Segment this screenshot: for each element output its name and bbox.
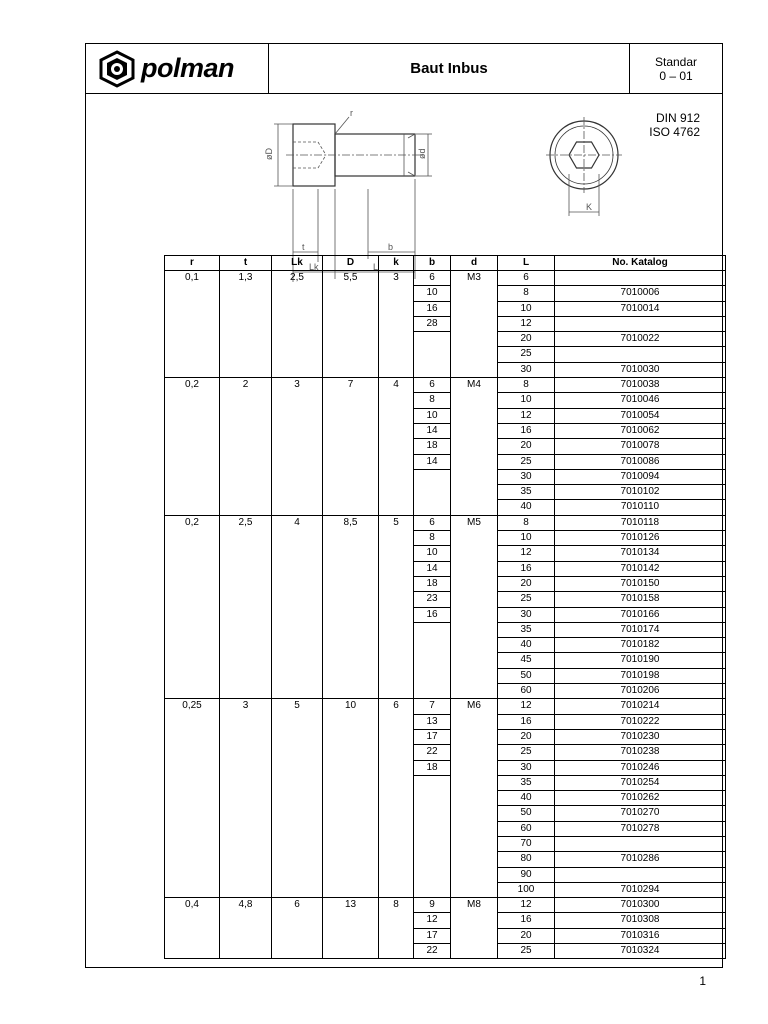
cell-t: 3 bbox=[220, 699, 272, 898]
cell-D: 13 bbox=[323, 898, 379, 959]
cell-L: 35 bbox=[498, 775, 555, 790]
cell-L: 16 bbox=[498, 423, 555, 438]
cell-b: 16 bbox=[414, 301, 451, 316]
cell-b: 28 bbox=[414, 316, 451, 331]
cell-d: M5 bbox=[451, 515, 498, 699]
page-frame bbox=[85, 43, 723, 968]
cell-b: 6 bbox=[414, 378, 451, 393]
logo-cell bbox=[86, 44, 269, 93]
cell-catalog-number bbox=[555, 836, 726, 851]
cell-t: 2 bbox=[220, 378, 272, 516]
cell-b: 12 bbox=[414, 913, 451, 928]
cell-b: 18 bbox=[414, 439, 451, 454]
column-header: Lk bbox=[272, 256, 323, 271]
cell-catalog-number: 7010262 bbox=[555, 791, 726, 806]
cell-catalog-number: 7010246 bbox=[555, 760, 726, 775]
cell-L: 25 bbox=[498, 454, 555, 469]
cell-catalog-number: 7010006 bbox=[555, 286, 726, 301]
cell-L: 25 bbox=[498, 944, 555, 959]
cell-catalog-number: 7010214 bbox=[555, 699, 726, 714]
cell-L: 8 bbox=[498, 286, 555, 301]
cell-b: 14 bbox=[414, 423, 451, 438]
column-header: t bbox=[220, 256, 272, 271]
table-row bbox=[165, 699, 726, 714]
cell-catalog-number: 7010102 bbox=[555, 485, 726, 500]
logo-text: polman bbox=[141, 53, 235, 83]
cell-catalog-number: 7010046 bbox=[555, 393, 726, 408]
table-row bbox=[165, 898, 726, 913]
cell-b-empty bbox=[414, 775, 451, 897]
drawing-label-L: L bbox=[373, 262, 379, 272]
cell-lk: 6 bbox=[272, 898, 323, 959]
cell-catalog-number: 7010270 bbox=[555, 806, 726, 821]
cell-D: 5,5 bbox=[323, 271, 379, 378]
cell-b: 22 bbox=[414, 944, 451, 959]
cell-catalog-number: 7010086 bbox=[555, 454, 726, 469]
cell-L: 100 bbox=[498, 882, 555, 897]
cell-L: 25 bbox=[498, 745, 555, 760]
cell-catalog-number bbox=[555, 316, 726, 331]
cell-t: 1,3 bbox=[220, 271, 272, 378]
cell-L: 16 bbox=[498, 913, 555, 928]
cell-L: 50 bbox=[498, 668, 555, 683]
cell-d: M8 bbox=[451, 898, 498, 959]
cell-b: 10 bbox=[414, 408, 451, 423]
cell-catalog-number: 7010150 bbox=[555, 576, 726, 591]
cell-catalog-number: 7010182 bbox=[555, 638, 726, 653]
bolt-technical-drawing bbox=[256, 104, 636, 272]
cell-L: 45 bbox=[498, 653, 555, 668]
cell-b: 10 bbox=[414, 546, 451, 561]
cell-d: M3 bbox=[451, 271, 498, 378]
cell-L: 30 bbox=[498, 469, 555, 484]
cell-L: 25 bbox=[498, 592, 555, 607]
standard-label: Standar bbox=[654, 54, 698, 69]
page-number: 1 bbox=[699, 974, 706, 988]
cell-L: 6 bbox=[498, 271, 555, 286]
cell-catalog-number bbox=[555, 347, 726, 362]
cell-k: 4 bbox=[379, 378, 414, 516]
cell-D: 10 bbox=[323, 699, 379, 898]
cell-k: 3 bbox=[379, 271, 414, 378]
cell-L: 30 bbox=[498, 760, 555, 775]
cell-b: 6 bbox=[414, 271, 451, 286]
cell-L: 20 bbox=[498, 332, 555, 347]
cell-b-empty bbox=[414, 622, 451, 698]
cell-L: 35 bbox=[498, 485, 555, 500]
cell-catalog-number: 7010062 bbox=[555, 423, 726, 438]
cell-L: 40 bbox=[498, 791, 555, 806]
table-row bbox=[165, 271, 726, 286]
norm-references bbox=[649, 111, 700, 139]
cell-L: 16 bbox=[498, 561, 555, 576]
cell-catalog-number: 7010254 bbox=[555, 775, 726, 790]
cell-L: 12 bbox=[498, 699, 555, 714]
cell-catalog-number: 7010198 bbox=[555, 668, 726, 683]
cell-catalog-number: 7010294 bbox=[555, 882, 726, 897]
cell-L: 10 bbox=[498, 393, 555, 408]
drawing-label-Lk: Lk bbox=[309, 262, 319, 272]
cell-b: 18 bbox=[414, 760, 451, 775]
cell-catalog-number: 7010308 bbox=[555, 913, 726, 928]
cell-catalog-number: 7010118 bbox=[555, 515, 726, 530]
cell-lk: 2,5 bbox=[272, 271, 323, 378]
cell-catalog-number: 7010300 bbox=[555, 898, 726, 913]
cell-lk: 4 bbox=[272, 515, 323, 699]
cell-L: 16 bbox=[498, 714, 555, 729]
column-header: No. Katalog bbox=[555, 256, 726, 271]
document-title: Baut Inbus bbox=[269, 44, 630, 93]
cell-catalog-number: 7010022 bbox=[555, 332, 726, 347]
cell-lk: 5 bbox=[272, 699, 323, 898]
cell-catalog-number: 7010014 bbox=[555, 301, 726, 316]
cell-catalog-number: 7010190 bbox=[555, 653, 726, 668]
cell-L: 90 bbox=[498, 867, 555, 882]
cell-r: 0,2 bbox=[165, 378, 220, 516]
cell-L: 8 bbox=[498, 378, 555, 393]
cell-L: 80 bbox=[498, 852, 555, 867]
column-header: r bbox=[165, 256, 220, 271]
cell-L: 20 bbox=[498, 439, 555, 454]
cell-L: 40 bbox=[498, 638, 555, 653]
cell-b: 16 bbox=[414, 607, 451, 622]
table-row bbox=[165, 378, 726, 393]
cell-catalog-number: 7010286 bbox=[555, 852, 726, 867]
cell-b: 18 bbox=[414, 576, 451, 591]
drawing-label-t: t bbox=[302, 242, 305, 252]
cell-catalog-number: 7010054 bbox=[555, 408, 726, 423]
column-header: b bbox=[414, 256, 451, 271]
cell-L: 70 bbox=[498, 836, 555, 851]
cell-L: 30 bbox=[498, 362, 555, 377]
cell-catalog-number: 7010158 bbox=[555, 592, 726, 607]
cell-catalog-number: 7010030 bbox=[555, 362, 726, 377]
cell-catalog-number: 7010110 bbox=[555, 500, 726, 515]
cell-catalog-number bbox=[555, 271, 726, 286]
cell-L: 8 bbox=[498, 515, 555, 530]
cell-r: 0,4 bbox=[165, 898, 220, 959]
cell-L: 10 bbox=[498, 531, 555, 546]
title-block bbox=[86, 44, 722, 94]
column-header: d bbox=[451, 256, 498, 271]
cell-b: 10 bbox=[414, 286, 451, 301]
cell-catalog-number: 7010078 bbox=[555, 439, 726, 454]
cell-catalog-number: 7010142 bbox=[555, 561, 726, 576]
cell-b: 23 bbox=[414, 592, 451, 607]
cell-catalog-number: 7010134 bbox=[555, 546, 726, 561]
cell-catalog-number: 7010174 bbox=[555, 622, 726, 637]
cell-b-empty bbox=[414, 469, 451, 515]
cell-k: 8 bbox=[379, 898, 414, 959]
cell-b: 9 bbox=[414, 898, 451, 913]
cell-b: 17 bbox=[414, 729, 451, 744]
cell-D: 8,5 bbox=[323, 515, 379, 699]
standard-number: 0 – 01 bbox=[659, 68, 693, 83]
cell-b: 14 bbox=[414, 454, 451, 469]
cell-t: 2,5 bbox=[220, 515, 272, 699]
cell-catalog-number: 7010126 bbox=[555, 531, 726, 546]
cell-r: 0,1 bbox=[165, 271, 220, 378]
cell-L: 12 bbox=[498, 546, 555, 561]
drawing-label-K: K bbox=[586, 202, 593, 212]
cell-catalog-number: 7010166 bbox=[555, 607, 726, 622]
drawing-label-d: ød bbox=[417, 148, 427, 159]
cell-b: 8 bbox=[414, 531, 451, 546]
cell-catalog-number: 7010316 bbox=[555, 928, 726, 943]
cell-catalog-number: 7010324 bbox=[555, 944, 726, 959]
cell-catalog-number: 7010230 bbox=[555, 729, 726, 744]
cell-L: 60 bbox=[498, 684, 555, 699]
cell-lk: 3 bbox=[272, 378, 323, 516]
cell-d: M6 bbox=[451, 699, 498, 898]
column-header: D bbox=[323, 256, 379, 271]
cell-L: 25 bbox=[498, 347, 555, 362]
iso-norm: ISO 4762 bbox=[649, 125, 700, 139]
cell-L: 12 bbox=[498, 408, 555, 423]
cell-b: 14 bbox=[414, 561, 451, 576]
cell-L: 20 bbox=[498, 576, 555, 591]
cell-r: 0,2 bbox=[165, 515, 220, 699]
cell-L: 30 bbox=[498, 607, 555, 622]
cell-k: 6 bbox=[379, 699, 414, 898]
cell-D: 7 bbox=[323, 378, 379, 516]
cell-L: 60 bbox=[498, 821, 555, 836]
cell-b: 13 bbox=[414, 714, 451, 729]
bolt-spec-table bbox=[164, 255, 726, 959]
cell-b: 17 bbox=[414, 928, 451, 943]
column-header: L bbox=[498, 256, 555, 271]
cell-b: 6 bbox=[414, 515, 451, 530]
cell-catalog-number: 7010222 bbox=[555, 714, 726, 729]
cell-r: 0,25 bbox=[165, 699, 220, 898]
drawing-label-b: b bbox=[388, 242, 394, 252]
cell-b-empty bbox=[414, 332, 451, 378]
table-header-row bbox=[165, 256, 726, 271]
cell-catalog-number: 7010206 bbox=[555, 684, 726, 699]
cell-L: 12 bbox=[498, 898, 555, 913]
cell-catalog-number: 7010038 bbox=[555, 378, 726, 393]
standard-cell bbox=[630, 44, 722, 93]
polman-logo-icon bbox=[98, 51, 136, 87]
cell-L: 20 bbox=[498, 928, 555, 943]
cell-k: 5 bbox=[379, 515, 414, 699]
cell-b: 8 bbox=[414, 393, 451, 408]
cell-t: 4,8 bbox=[220, 898, 272, 959]
cell-L: 50 bbox=[498, 806, 555, 821]
cell-catalog-number: 7010278 bbox=[555, 821, 726, 836]
din-norm: DIN 912 bbox=[655, 111, 700, 125]
cell-L: 35 bbox=[498, 622, 555, 637]
table-row bbox=[165, 515, 726, 530]
drawing-label-D: øD bbox=[264, 148, 274, 160]
cell-L: 10 bbox=[498, 301, 555, 316]
cell-catalog-number: 7010238 bbox=[555, 745, 726, 760]
drawing-label-r: r bbox=[350, 108, 353, 118]
cell-L: 40 bbox=[498, 500, 555, 515]
cell-d: M4 bbox=[451, 378, 498, 516]
cell-L: 12 bbox=[498, 316, 555, 331]
cell-catalog-number: 7010094 bbox=[555, 469, 726, 484]
cell-catalog-number bbox=[555, 867, 726, 882]
column-header: k bbox=[379, 256, 414, 271]
cell-L: 20 bbox=[498, 729, 555, 744]
cell-b: 22 bbox=[414, 745, 451, 760]
cell-b: 7 bbox=[414, 699, 451, 714]
